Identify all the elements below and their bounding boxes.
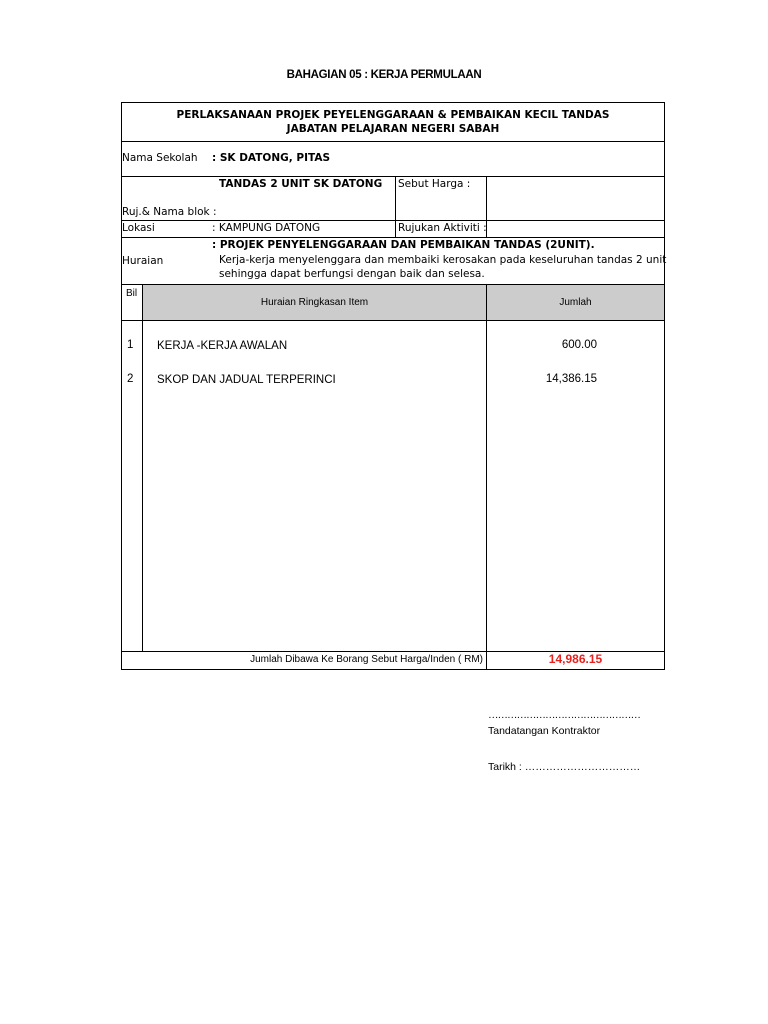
divider (395, 176, 396, 237)
description-line-2: sehingga dapat berfungsi dengan baik dan selesa. (219, 268, 485, 280)
column-item: Huraian Ringkasan Item (260, 297, 369, 308)
location-value: : KAMPUNG DATONG (212, 222, 321, 234)
description-line-1: Kerja-kerja menyelenggara dan membaiki kerosakan pada keseluruhan tandas 2 unit (219, 254, 667, 266)
header-line-1: PERLAKSANAAN PROJEK PEYELENGGARAAN & PEMBAIKAN KECIL TANDAS (176, 109, 610, 121)
divider (121, 176, 665, 177)
row-amount: 14,386.15 (545, 373, 597, 385)
block-label: Ruj.& Nama blok : (122, 206, 217, 218)
signature-label: Tandatangan Kontraktor (488, 725, 601, 737)
total-label: Jumlah Dibawa Ke Borang Sebut Harga/Inden ( RM) (250, 654, 483, 665)
activity-label: Rujukan Aktiviti : (398, 222, 487, 234)
page-title: BAHAGIAN 05 : KERJA PERMULAAN (286, 69, 482, 81)
column-amount: Jumlah (559, 297, 592, 308)
row-amount: 600.00 (561, 339, 597, 351)
date-line: Tarikh : …………………………… (488, 761, 641, 773)
divider (121, 141, 665, 142)
total-value: 14,986.15 (548, 652, 603, 666)
header-line-2: JABATAN PELAJARAN NEGERI SABAH (286, 123, 500, 135)
divider (121, 320, 665, 321)
row-item: SKOP DAN JADUAL TERPERINCI (157, 374, 336, 386)
signature-line: ………………………………………… (488, 709, 640, 721)
quote-label: Sebut Harga : (398, 178, 471, 190)
description-title: : PROJEK PENYELENGGARAAN DAN PEMBAIKAN TANDAS (2UNIT). (212, 239, 595, 251)
divider (121, 237, 665, 238)
block-title: TANDAS 2 UNIT SK DATONG (219, 178, 383, 190)
divider (121, 220, 665, 221)
divider (142, 284, 143, 651)
description-label: Huraian (122, 255, 164, 267)
row-number: 2 (127, 373, 134, 385)
form-header (121, 108, 665, 136)
column-bil: Bil (126, 288, 138, 299)
school-label: Nama Sekolah (122, 152, 198, 164)
form-frame (121, 102, 665, 670)
location-label: Lokasi (122, 222, 155, 234)
school-name: : SK DATONG, PITAS (212, 152, 331, 164)
row-item: KERJA -KERJA AWALAN (157, 340, 288, 352)
row-number: 1 (127, 339, 134, 351)
